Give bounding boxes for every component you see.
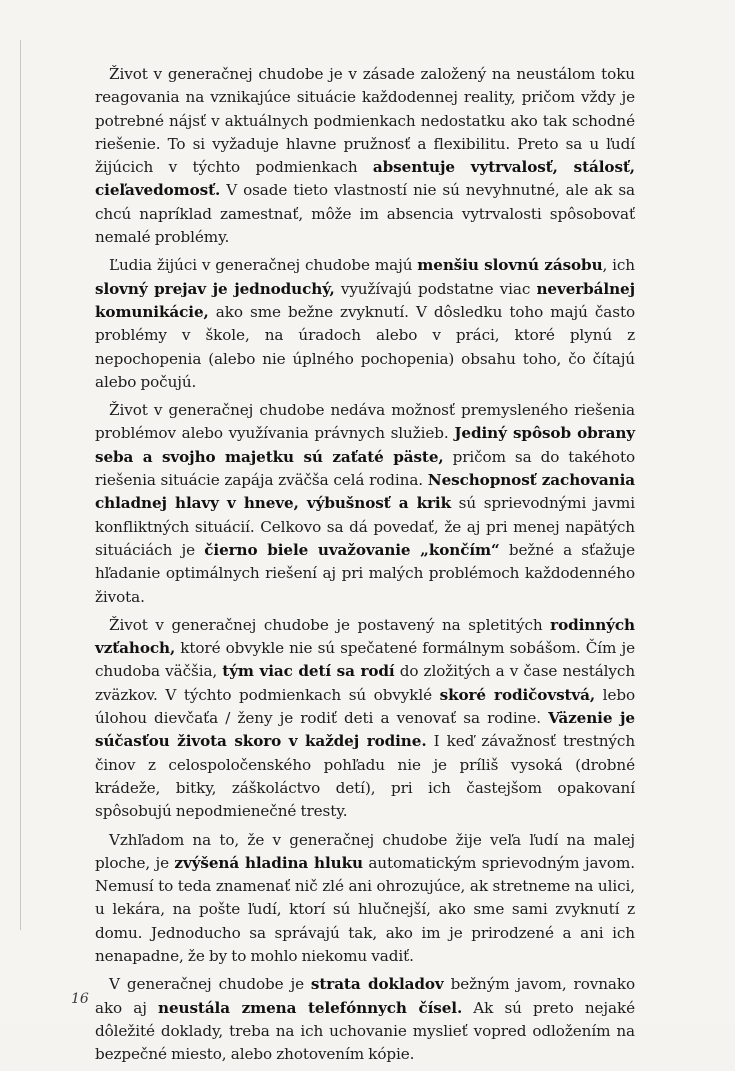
- paragraph: [95, 399, 635, 609]
- bold-text-run: Neschopnosť zachovania chladnej hlavy v hneve, výbušnosť a krik: [95, 471, 635, 513]
- bold-text-run: rodinných vzťahoch,: [95, 615, 635, 658]
- paragraph: [95, 254, 635, 394]
- text-run: Ľudia žijúci v generačnej chudobe majú: [109, 256, 418, 275]
- text-run: pričom sa do takéhoto riešenia situácie zapája zväčša celá rodina.: [95, 447, 635, 490]
- text-run: Vzhľadom na to, že v generačnej chudobe žije veľa ľudí na malej ploche, je: [95, 830, 635, 872]
- paragraph: [95, 614, 635, 824]
- text-run: Život v generačnej chudobe je postavený na spletitých: [109, 615, 551, 634]
- body-text: [95, 63, 635, 1071]
- bold-text-run: neustála zmena telefónnych čísel.: [158, 998, 463, 1017]
- bold-text-run: slovný prejav je jednoduchý,: [95, 279, 335, 298]
- text-run: využívajú podstatne viac: [334, 279, 537, 298]
- paragraph: [95, 63, 635, 249]
- bold-text-run: Väzenie je súčasťou života skoro v každej rodine.: [95, 709, 635, 751]
- bold-text-run: zvýšená hladina hluku: [174, 853, 363, 872]
- paragraph: [95, 973, 635, 1066]
- text-run: V osade tieto vlastností nie sú nevyhnutné, ale ak sa chcú napríklad zamestnať, môže im absencia vytrvalosti spôsobovať nemalé problémy.: [95, 181, 635, 247]
- text-run: ktoré obvykle nie sú spečatené formálnym sobášom. Čím je chudoba väčšia,: [95, 639, 635, 681]
- bold-text-run: menšiu slovnú zásobu: [417, 256, 603, 275]
- text-run: Ak sú preto nejaké dôležité doklady, treba na ich uchovanie myslieť vopred odložením na bezpečné miesto, alebo zhotovením kópie.: [95, 998, 635, 1064]
- text-run: bežným javom, rovnako ako aj: [95, 975, 636, 1017]
- bold-text-run: strata dokladov: [310, 975, 444, 994]
- text-run: lebo úlohou dievčaťa / ženy je rodiť deti a venovať sa rodine.: [95, 685, 635, 728]
- bold-text-run: čierno biele uvažovanie „končím“: [204, 540, 500, 559]
- text-run: sú sprievodnými javmi konfliktných situácií. Celkovo sa dá povedať, že aj pri menej napätých situáciách je: [95, 494, 635, 559]
- text-run: I keď závažnosť trestných činov z celospoločenského pohľadu nie je príliš vysoká (drobné krádeže, bitky, záškoláctvo detí), pri ich častejšom opakovaní spôsobujú nepodmienečné tresty.: [95, 732, 635, 821]
- bold-text-run: tým viac detí sa rodí: [222, 662, 395, 681]
- text-run: V generačnej chudobe je: [109, 975, 311, 994]
- bold-text-run: Jediný spôsob obrany seba a svojho majetku sú zaťaté päste,: [95, 424, 635, 466]
- bold-text-run: absentuje vytrvalosť, stálosť, cieľavedomosť.: [95, 158, 635, 200]
- text-run: Život v generačnej chudobe je v zásade založený na neustálom toku reagovania na vznikajúce situácie každodennej reality, pričom vždy je potrebné nájsť v aktuálnych podmienkach nedostatku ako tak schodné riešenie. To si vyžaduje hlavne pružnosť a flexibilitu. Preto sa u ľudí žijúcich v týchto podmienkach: [95, 65, 635, 177]
- bold-text-run: neverbálnej komunikácie,: [95, 279, 635, 321]
- text-run: bežné a sťažuje hľadanie optimálnych riešení aj pri malých problémoch každodenného života.: [95, 540, 636, 606]
- bold-text-run: skoré rodičovstvá,: [439, 685, 596, 704]
- text-run: , ich: [602, 256, 635, 275]
- text-run: ako sme bežne zvyknutí. V dôsledku toho majú často problémy v škole, na úradoch alebo v práci, ktoré plynú z nepochopenia (alebo nie úplného pochopenia) obsahu toho, čo čítajú alebo počujú.: [95, 302, 635, 391]
- text-run: do zložitých a v čase nestálych zväzkov. V týchto podmienkach sú obvyklé: [95, 662, 635, 704]
- paragraph: [95, 829, 635, 969]
- page-number: 16: [71, 991, 89, 1007]
- text-run: automatickým sprievodným javom. Nemusí to teda znamenať nič zlé ani ohrozujúce, ak stretneme na ulici, u lekára, na pošte ľudí, ktorí sú hlučnejší, ako sme sami zvyknutí z domu. Jednoducho sa správajú tak, ako im je prirodzené a ani ich nenapadne, že by to mohlo niekomu vadiť.: [95, 853, 635, 965]
- text-run: Život v generačnej chudobe nedáva možnosť premysleného riešenia problémov alebo využívania právnych služieb.: [95, 401, 635, 443]
- page-gutter-line: [20, 40, 21, 930]
